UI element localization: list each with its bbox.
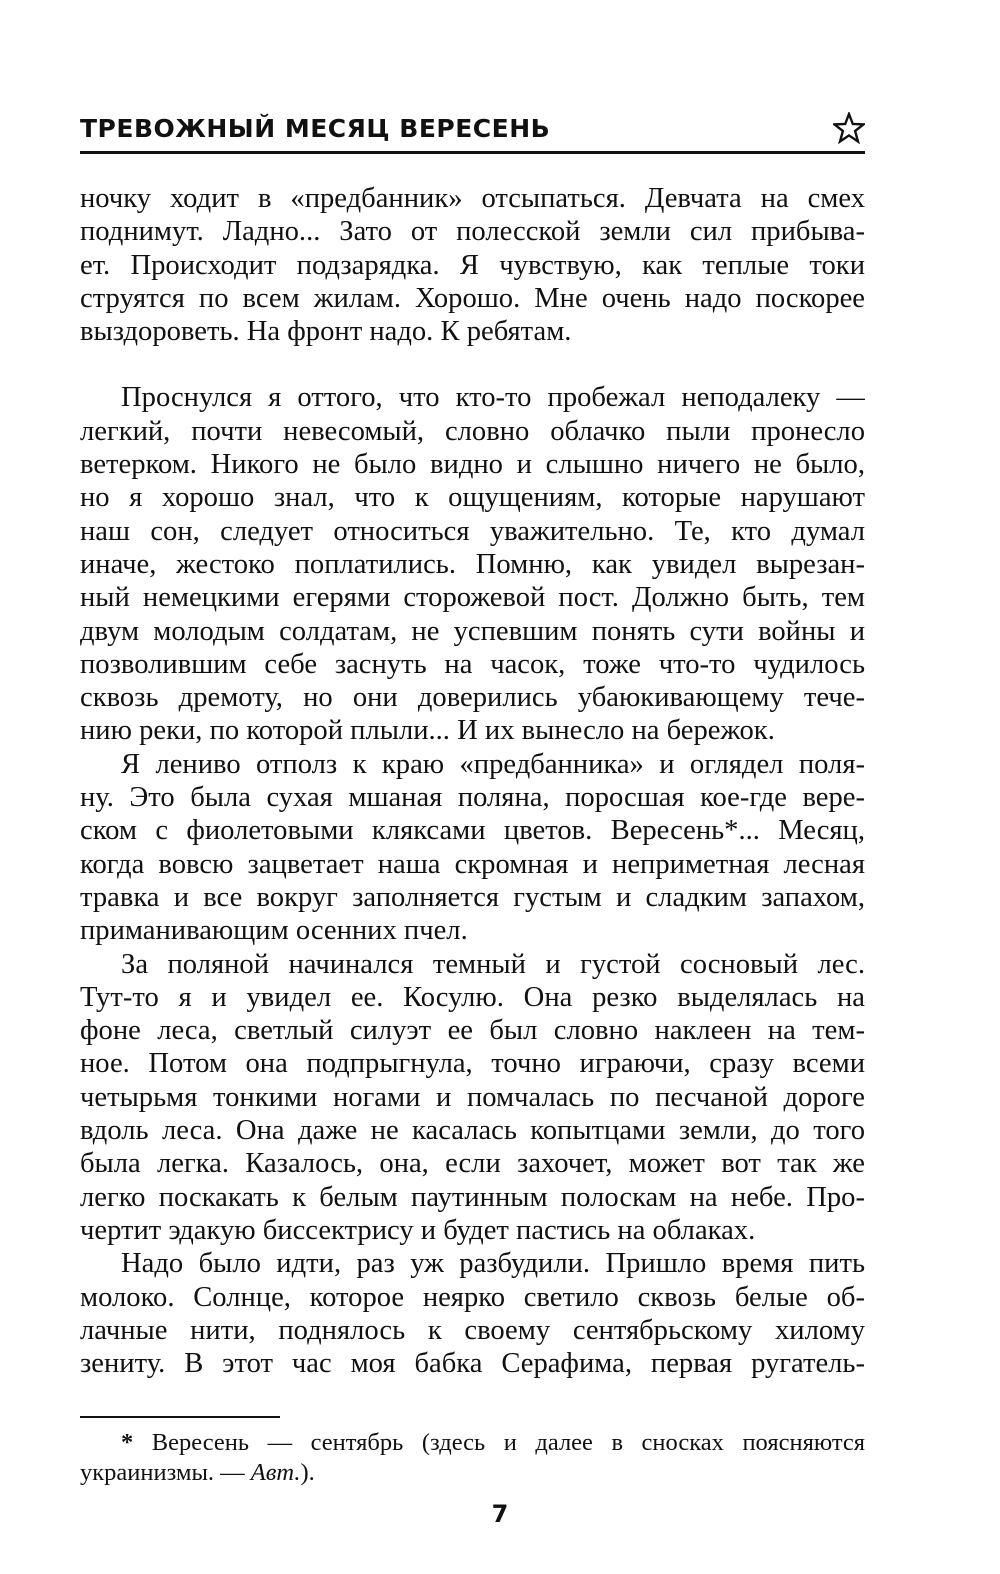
paragraph bbox=[80, 1247, 865, 1380]
footnote-text: Вересень — сентябрь (здесь и далее в сносках поясняются bbox=[151, 1429, 865, 1456]
text-line: струятся по всем жилам. Хорошо. Мне очень надо поскорее bbox=[80, 282, 865, 314]
text-line: ском с фиолетовыми кляксами цветов. Вересень*... Месяц, bbox=[80, 815, 865, 847]
text-line: иначе, жестоко поплатились. Помню, как увидел вырезан- bbox=[80, 548, 865, 580]
text-line: ну. Это была сухая мшаная поляна, поросшая кое-где вере- bbox=[80, 782, 865, 814]
text-line: лачные нити, поднялось к своему сентябрьскому хилому bbox=[80, 1314, 865, 1346]
text-line: была легка. Казалось, она, если захочет, может вот так же bbox=[80, 1148, 865, 1180]
text-line: зениту. В этот час моя бабка Серафима, первая ругатель- bbox=[80, 1348, 865, 1380]
footnote-divider bbox=[80, 1416, 280, 1418]
footnote-text: украинизмы. — bbox=[80, 1459, 245, 1486]
text-line: легкий, почти невесомый, словно облачко пыли пронесло bbox=[80, 415, 865, 447]
paragraph bbox=[80, 381, 865, 747]
text-line: легко поскакать к белым паутинным полоскам на небе. Про- bbox=[80, 1181, 865, 1213]
text-line: Я лениво отполз к краю «предбанника» и оглядел поля- bbox=[121, 748, 865, 780]
text-line: ный немецкими егерями сторожевой пост. Должно быть, тем bbox=[80, 582, 865, 614]
paragraph bbox=[80, 182, 865, 348]
text-line: Надо было идти, раз уж разбудили. Пришло время пить bbox=[121, 1248, 865, 1280]
text-line: ет. Происходит подзарядка. Я чувствую, как теплые токи bbox=[80, 249, 865, 281]
text-line: когда вовсю зацветает наша скромная и неприметная лесная bbox=[80, 848, 865, 880]
text-line: чертит эдакую биссектрису и будет пастись на облаках. bbox=[80, 1214, 756, 1246]
text-line: травка и все вокруг заполняется густым и сладким запахом, bbox=[80, 881, 865, 913]
footnote-line bbox=[80, 1428, 865, 1458]
text-line: ветерком. Никого не было видно и слышно ничего не было, bbox=[80, 449, 865, 481]
text-line: Проснулся я оттого, что кто-то пробежал неподалеку — bbox=[121, 382, 865, 414]
text-line: фоне леса, светлый силуэт ее был словно наклеен на тем- bbox=[80, 1015, 865, 1047]
text-line: выздороветь. На фронт надо. К ребятам. bbox=[80, 316, 572, 348]
text-line: нию реки, по которой плыли... И их вынесло на бережок. bbox=[80, 715, 775, 747]
text-line: приманивающим осенних пчел. bbox=[80, 915, 468, 947]
text-line: За поляной начинался темный и густой сосновый лес. bbox=[121, 948, 865, 980]
footnote-line bbox=[80, 1458, 865, 1488]
star-outline-icon bbox=[833, 112, 865, 144]
text-line: позволившим себе заснуть на часок, тоже что-то чудилось bbox=[80, 648, 865, 680]
text-line: поднимут. Ладно... Зато от полесской земли сил прибыва- bbox=[80, 216, 865, 248]
text-line: ночку ходит в «предбанник» отсыпаться. Девчата на смех bbox=[80, 183, 865, 214]
footnote-author: Авт. bbox=[250, 1459, 301, 1486]
text-line: сквозь дремоту, но они доверились убаюкивающему тече- bbox=[80, 682, 865, 714]
text-line: ное. Потом она подпрыгнула, точно играючи, сразу всеми bbox=[80, 1048, 865, 1080]
text-line: Тут-то я и увидел ее. Косулю. Она резко выделялась на bbox=[80, 981, 865, 1013]
paragraph bbox=[80, 948, 865, 1248]
running-header bbox=[80, 108, 865, 154]
footnote bbox=[80, 1428, 865, 1488]
footnote-text: ). bbox=[300, 1459, 315, 1486]
text-line: вдоль леса. Она даже не касалась копытцами земли, до того bbox=[80, 1115, 865, 1147]
text-line: наш сон, следует относиться уважительно. Те, кто думал bbox=[80, 515, 865, 547]
text-line: молоко. Солнце, которое неярко светило сквозь белые об- bbox=[80, 1281, 865, 1313]
text-line: четырьмя тонкими ногами и помчалась по песчаной дороге bbox=[80, 1081, 865, 1113]
body-text bbox=[80, 182, 865, 1380]
header-title: ТРЕВОЖНЫЙ МЕСЯЦ ВЕРЕСЕНЬ bbox=[80, 114, 551, 143]
text-line: двум молодым солдатам, не успевшим понять сути войны и bbox=[80, 615, 865, 647]
section-break bbox=[80, 348, 865, 381]
paragraph bbox=[80, 748, 865, 948]
text-line: но я хорошо знал, что к ощущениям, которые нарушают bbox=[80, 482, 865, 514]
footnote-marker: * bbox=[121, 1429, 134, 1456]
page-number: 7 bbox=[491, 1500, 509, 1528]
